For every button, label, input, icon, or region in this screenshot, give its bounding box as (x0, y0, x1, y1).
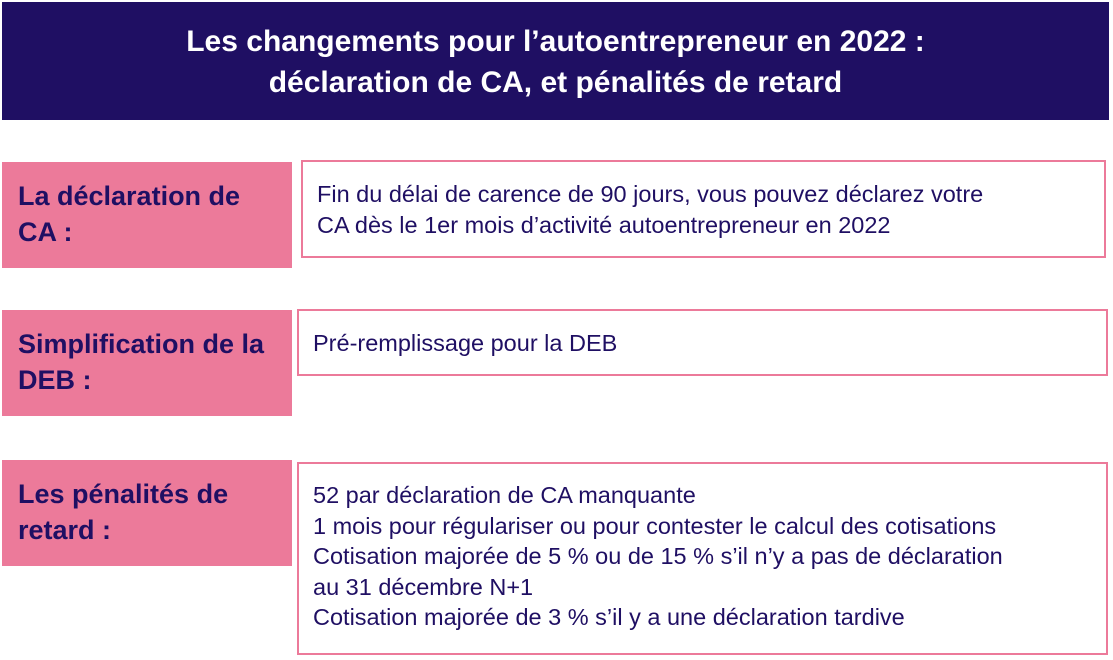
section-label-declaration-ca: La déclaration de CA : (2, 162, 292, 268)
content-line: au 31 décembre N+1 (313, 573, 534, 600)
section-label-simplification-deb: Simplification de la DEB : (2, 310, 292, 416)
section-label-penalites-retard: Les pénalités de retard : (2, 460, 292, 566)
section-content-penalites-retard (297, 462, 1108, 655)
section-content-simplification-deb (297, 309, 1108, 376)
content-line: 1 mois pour régulariser ou pour contester le calcul des cotisations (313, 512, 997, 539)
title-banner (2, 2, 1109, 120)
content-line: Fin du délai de carence de 90 jours, vous pouvez déclarez votre (317, 181, 984, 207)
content-line: Cotisation majorée de 3 % s’il y a une déclaration tardive (313, 604, 905, 630)
content-line: 52 par déclaration de CA manquante (313, 482, 696, 508)
title-line-2: déclaration de CA, et pénalités de retard (268, 66, 843, 99)
content-line: Pré-remplissage pour la DEB (313, 330, 618, 356)
section-content-declaration-ca (301, 160, 1106, 258)
content-line: CA dès le 1er mois d’activité autoentrepreneur en 2022 (317, 211, 891, 238)
title-line-1: Les changements pour l’autoentrepreneur en 2022 : (186, 25, 925, 58)
content-line: Cotisation majorée de 5 % ou de 15 % s’il n’y a pas de déclaration (313, 543, 1003, 569)
